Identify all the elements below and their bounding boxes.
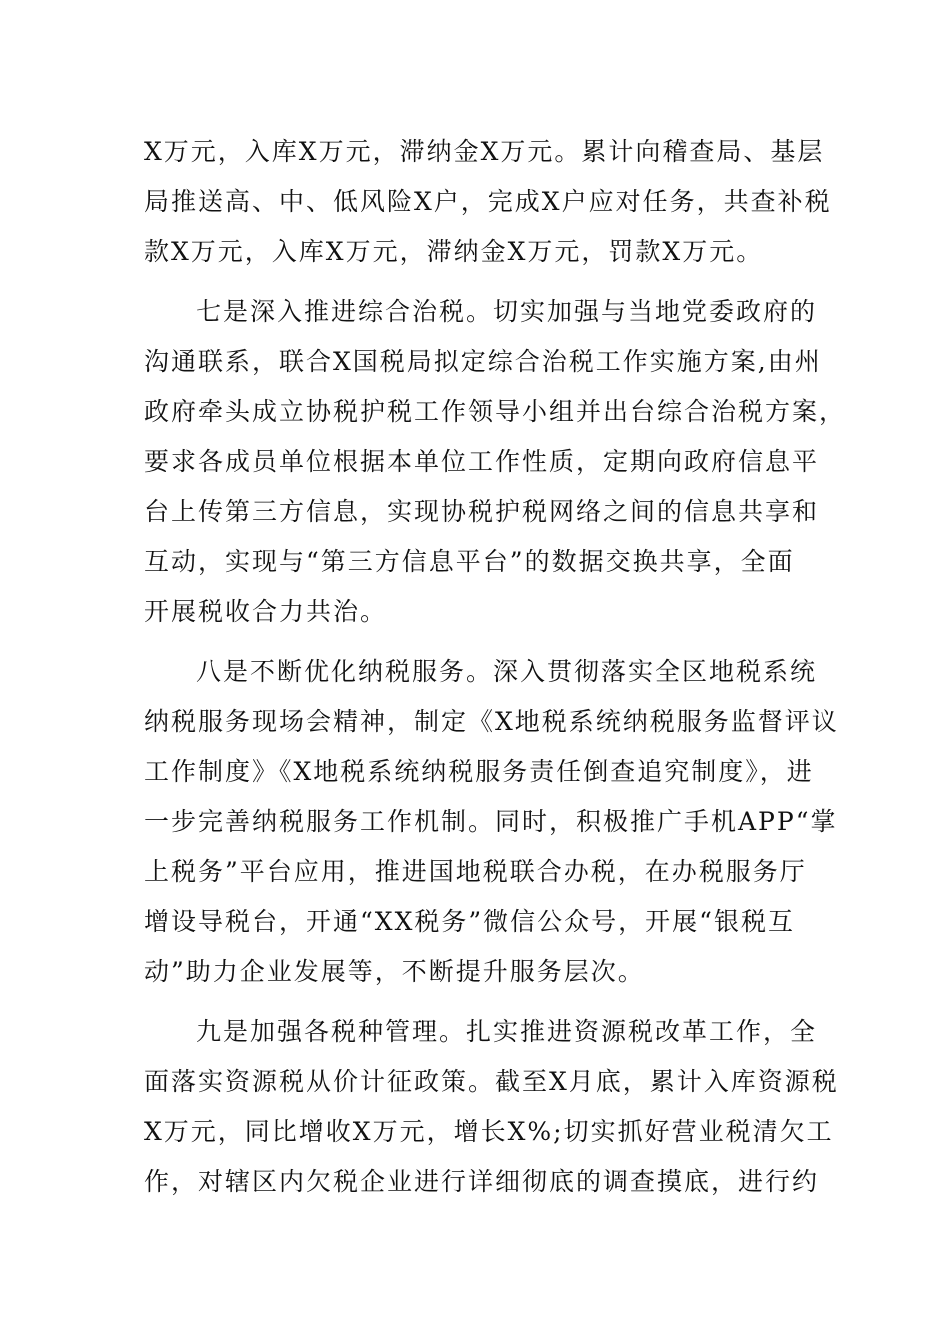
text-line: 面落实资源税从价计征政策。截至X月底，累计入库资源税 bbox=[144, 1067, 839, 1096]
text-line: 八是不断优化纳税服务。深入贯彻落实全区地税系统 bbox=[196, 657, 818, 686]
text-line: 一步完善纳税服务工作机制。同时，积极推广手机APP“掌 bbox=[144, 807, 838, 836]
text-line: 九是加强各税种管理。扎实推进资源税改革工作，全 bbox=[196, 1017, 818, 1046]
text-line: 作，对辖区内欠税企业进行详细彻底的调查摸底，进行约 bbox=[144, 1167, 820, 1196]
text-line: 上税务”平台应用，推进国地税联合办税，在办税服务厅 bbox=[144, 857, 807, 886]
text-line: 政府牵头成立协税护税工作领导小组并出台综合治税方案， bbox=[144, 397, 847, 426]
text-line: X万元，入库X万元，滞纳金X万元。累计向稽查局、基层 bbox=[144, 137, 825, 166]
text-line: 增设导税台，开通“XX税务”微信公众号，开展“银税互 bbox=[144, 907, 795, 936]
text-line: 台上传第三方信息，实现协税护税网络之间的信息共享和 bbox=[144, 497, 820, 526]
text-line: 开展税收合力共治。 bbox=[144, 597, 388, 626]
text-line: 要求各成员单位根据本单位工作性质，定期向政府信息平 bbox=[144, 447, 820, 476]
text-line: 工作制度》《X地税系统纳税服务责任倒查追究制度》，进 bbox=[144, 757, 814, 786]
text-line: 动”助力企业发展等，不断提升服务层次。 bbox=[144, 957, 645, 986]
text-line: 款X万元，入库X万元，滞纳金X万元，罚款X万元。 bbox=[144, 237, 764, 266]
text-line: 互动，实现与“第三方信息平台”的数据交换共享，全面 bbox=[144, 547, 795, 576]
text-line: 纳税服务现场会精神，制定《X地税系统纳税服务监督评议 bbox=[144, 707, 839, 736]
text-line: 局推送高、中、低风险X户，完成X户应对任务，共查补税 bbox=[144, 187, 832, 216]
text-line: X万元，同比增收X万元，增长X%;切实抓好营业税清欠工 bbox=[144, 1117, 834, 1146]
text-line: 七是深入推进综合治税。切实加强与当地党委政府的 bbox=[196, 297, 818, 326]
text-line: 沟通联系，联合X国税局拟定综合治税工作实施方案,由州 bbox=[144, 347, 822, 376]
